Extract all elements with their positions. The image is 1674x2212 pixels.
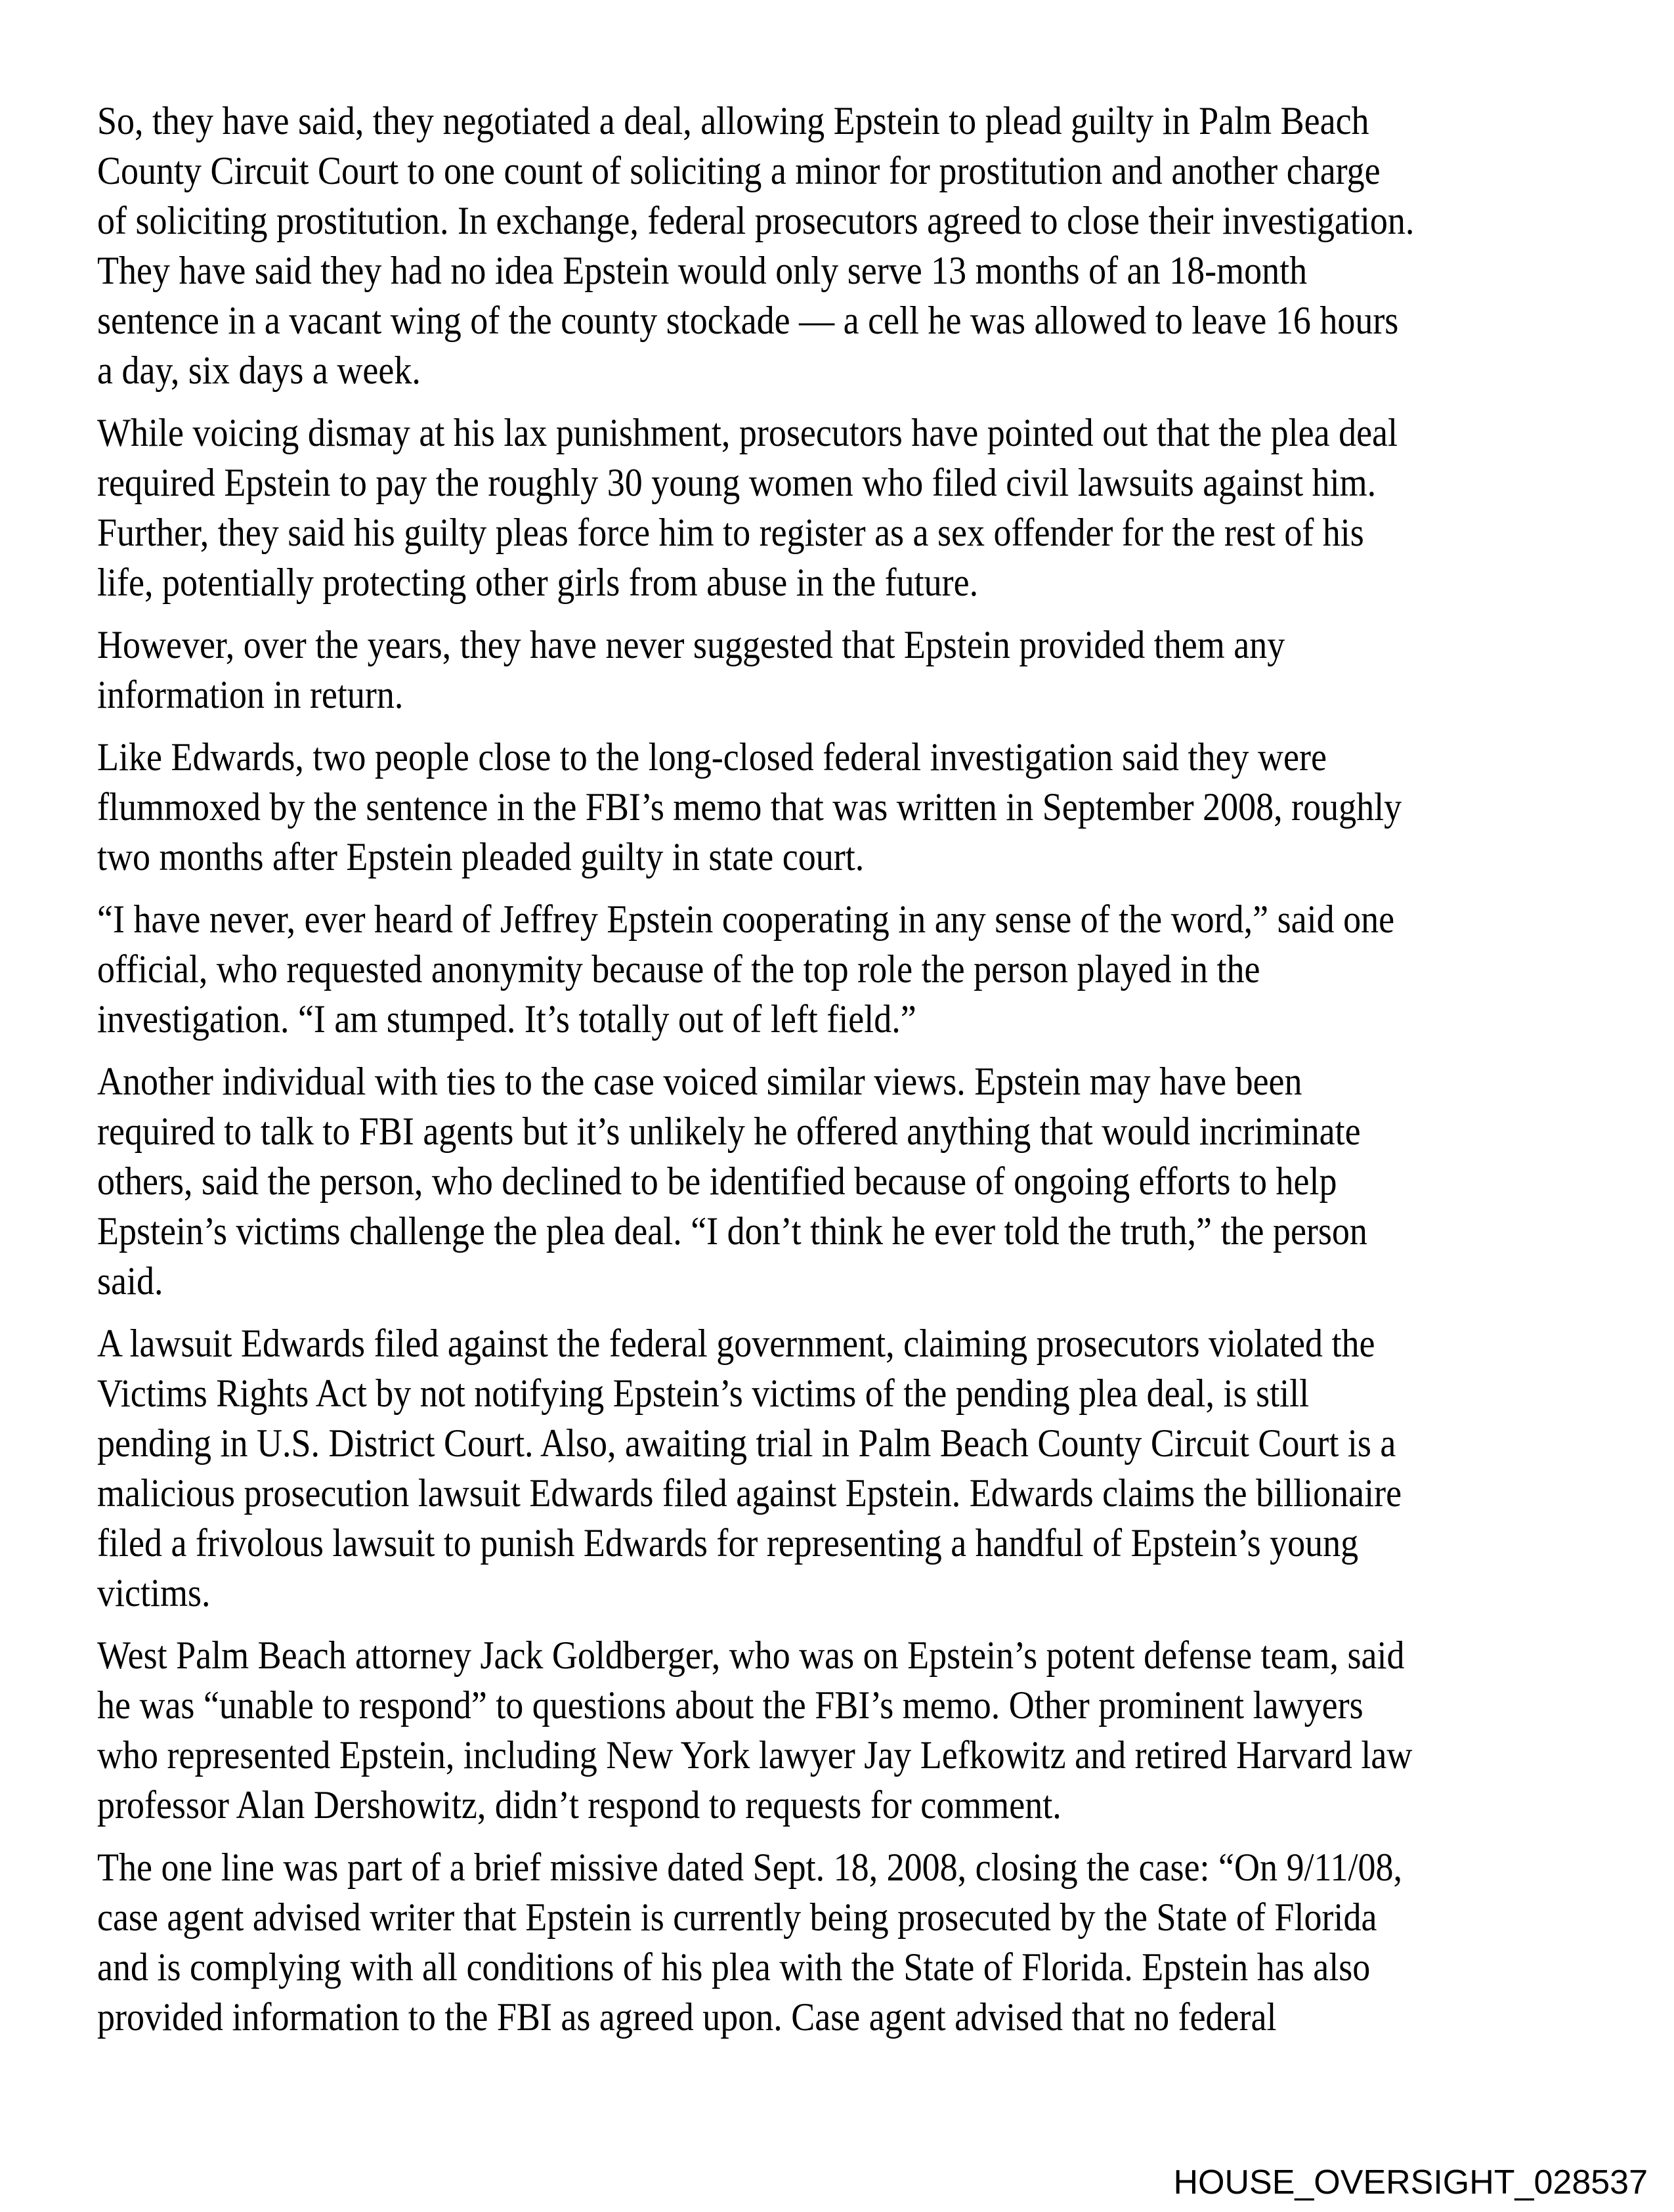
text-line: West Palm Beach attorney Jack Goldberger, who was on Epstein’s potent defense team, said (97, 1634, 1405, 1677)
text-line: life, potentially protecting other girls from abuse in the future. (97, 561, 979, 604)
paragraph-3 (97, 620, 1674, 720)
text-line: he was “unable to respond” to questions about the FBI’s memo. Other prominent lawyers (97, 1683, 1363, 1727)
paragraph-1 (97, 96, 1674, 395)
text-line: of soliciting prostitution. In exchange, federal prosecutors agreed to close their investigation. (97, 199, 1415, 242)
text-line: flummoxed by the sentence in the FBI’s memo that was written in September 2008, roughly (97, 785, 1402, 829)
text-line: required Epstein to pay the roughly 30 young women who filed civil lawsuits against him. (97, 461, 1377, 504)
text-line: professor Alan Dershowitz, didn’t respond to requests for comment. (97, 1783, 1062, 1827)
text-line: filed a frivolous lawsuit to punish Edwards for representing a handful of Epstein’s young (97, 1521, 1359, 1565)
text-line: However, over the years, they have never suggested that Epstein provided them any (97, 623, 1285, 666)
text-line: While voicing dismay at his lax punishment, prosecutors have pointed out that the plea deal (97, 411, 1398, 454)
paragraph-4 (97, 732, 1674, 882)
text-line: others, said the person, who declined to be identified because of ongoing efforts to help (97, 1160, 1337, 1203)
text-line: Further, they said his guilty pleas force him to register as a sex offender for the rest of his (97, 511, 1364, 554)
text-line: “I have never, ever heard of Jeffrey Epstein cooperating in any sense of the word,” said one (97, 898, 1395, 941)
text-line: two months after Epstein pleaded guilty in state court. (97, 835, 865, 878)
text-line: So, they have said, they negotiated a deal, allowing Epstein to plead guilty in Palm Beach (97, 99, 1369, 142)
text-line: Like Edwards, two people close to the long-closed federal investigation said they were (97, 735, 1327, 779)
text-line: Another individual with ties to the case voiced similar views. Epstein may have been (97, 1060, 1302, 1103)
paragraph-6 (97, 1056, 1674, 1306)
text-line: A lawsuit Edwards filed against the federal government, claiming prosecutors violated the (97, 1322, 1375, 1365)
text-line: information in return. (97, 673, 404, 716)
text-line: and is complying with all conditions of his plea with the State of Florida. Epstein has also (97, 1945, 1371, 1989)
paragraph-2 (97, 408, 1674, 607)
text-line: sentence in a vacant wing of the county stockade — a cell he was allowed to leave 16 hours (97, 299, 1399, 342)
bates-stamp: HOUSE_OVERSIGHT_028537 (1173, 2163, 1648, 2201)
article-body (97, 96, 1674, 2054)
text-line: who represented Epstein, including New York lawyer Jay Lefkowitz and retired Harvard law (97, 1733, 1413, 1777)
text-line: a day, six days a week. (97, 349, 421, 392)
text-line: case agent advised writer that Epstein is currently being prosecuted by the State of Florida (97, 1896, 1377, 1939)
text-line: official, who requested anonymity because of the top role the person played in the (97, 947, 1260, 991)
text-line: County Circuit Court to one count of soliciting a minor for prostitution and another charge (97, 149, 1381, 192)
text-line: investigation. “I am stumped. It’s totally out of left field.” (97, 997, 916, 1041)
paragraph-7 (97, 1318, 1674, 1618)
text-line: pending in U.S. District Court. Also, awaiting trial in Palm Beach County Circuit Court is a (97, 1421, 1396, 1465)
paragraph-9 (97, 1842, 1674, 2042)
text-line: provided information to the FBI as agreed upon. Case agent advised that no federal (97, 1995, 1277, 2039)
text-line: They have said they had no idea Epstein would only serve 13 months of an 18-month (97, 249, 1308, 292)
text-line: required to talk to FBI agents but it’s unlikely he offered anything that would incriminate (97, 1110, 1361, 1153)
text-line: Victims Rights Act by not notifying Epstein’s victims of the pending plea deal, is still (97, 1372, 1310, 1415)
text-line: said. (97, 1259, 163, 1303)
text-line: Epstein’s victims challenge the plea deal. “I don’t think he ever told the truth,” the person (97, 1209, 1367, 1253)
text-line: The one line was part of a brief missive dated Sept. 18, 2008, closing the case: “On 9/11/08, (97, 1846, 1403, 1889)
paragraph-5 (97, 894, 1674, 1044)
text-line: malicious prosecution lawsuit Edwards filed against Epstein. Edwards claims the billionaire (97, 1471, 1402, 1515)
paragraph-8 (97, 1630, 1674, 1830)
text-line: victims. (97, 1571, 211, 1615)
